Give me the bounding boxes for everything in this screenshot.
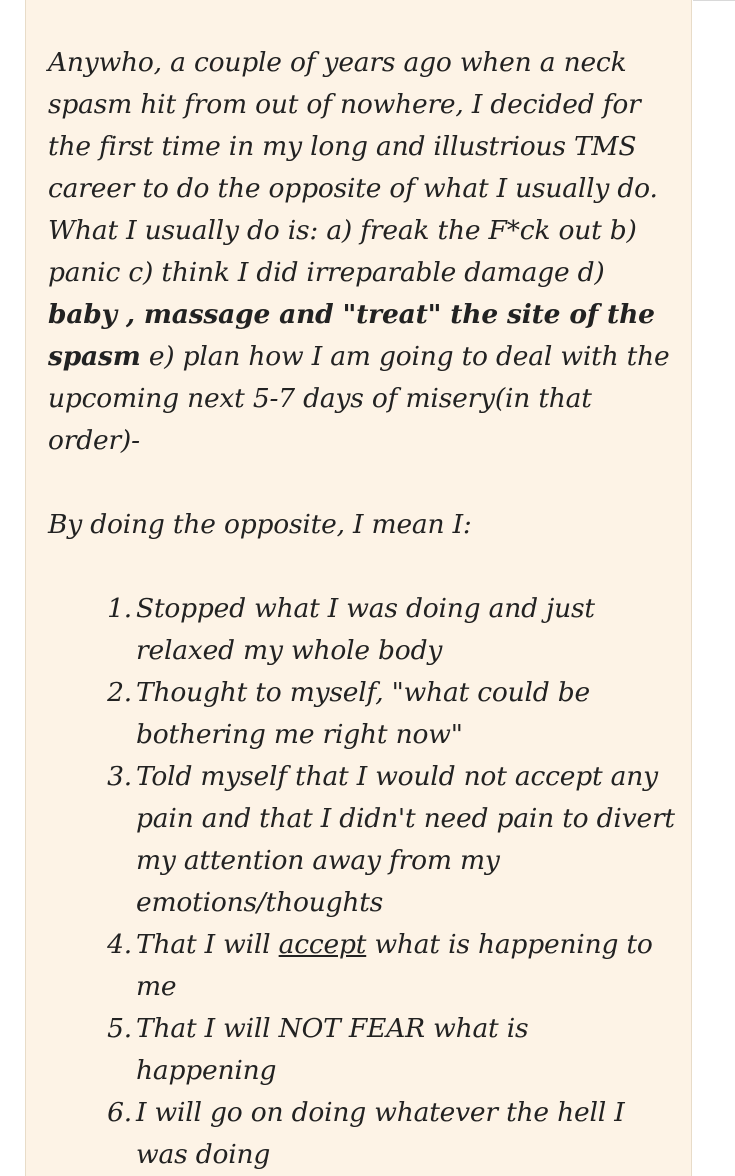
list-item — [48, 1092, 676, 1176]
paragraph-intro — [48, 42, 676, 462]
list-item — [48, 756, 676, 924]
intro-bold-text: baby , massage and "treat" the site of the spasm — [48, 299, 655, 372]
list-number: 5. — [107, 1013, 132, 1044]
list-number: 1. — [107, 593, 132, 624]
list-item-text: Thought to myself, "what could be bothering me right now" — [136, 677, 591, 750]
paragraph-opposite: By doing the opposite, I mean I: — [48, 509, 472, 540]
intro-text-end: e) plan how I am going to deal with the upcoming next 5-7 days of misery(in that order)- — [48, 341, 670, 456]
list-number: 4. — [107, 929, 132, 960]
list-number: 2. — [107, 677, 132, 708]
intro-text: Anywho, a couple of years ago when a neck spasm hit from out of nowhere, I decided for the first time in my long and illustrious TMS career to do the opposite of what I usually do. What I usually do is: a) freak the F*ck out b) panic c) think I did irreparable damage d) — [48, 47, 658, 288]
list-number: 3. — [107, 761, 132, 792]
top-divider — [693, 0, 735, 1]
post-body — [48, 42, 676, 1176]
list-item-text: Told myself that I would not accept any pain and that I didn't need pain to divert my attention away from my emotions/thoughts — [136, 761, 675, 918]
forum-post — [25, 0, 692, 1176]
list-item — [48, 588, 676, 672]
list-number: 6. — [107, 1097, 132, 1128]
steps-list — [48, 588, 676, 1176]
list-item-text: That I will — [136, 929, 279, 960]
list-item — [48, 672, 676, 756]
list-item-text: I will go on doing whatever the hell I was doing — [136, 1097, 625, 1170]
list-item-text-end: what is happening to me — [136, 929, 653, 1002]
list-item-text: Stopped what I was doing and just relaxed my whole body — [136, 593, 595, 666]
list-item — [48, 1008, 676, 1092]
list-item — [48, 924, 676, 1008]
underlined-word: accept — [278, 929, 367, 960]
list-item-text: That I will NOT FEAR what is happening — [136, 1013, 529, 1086]
